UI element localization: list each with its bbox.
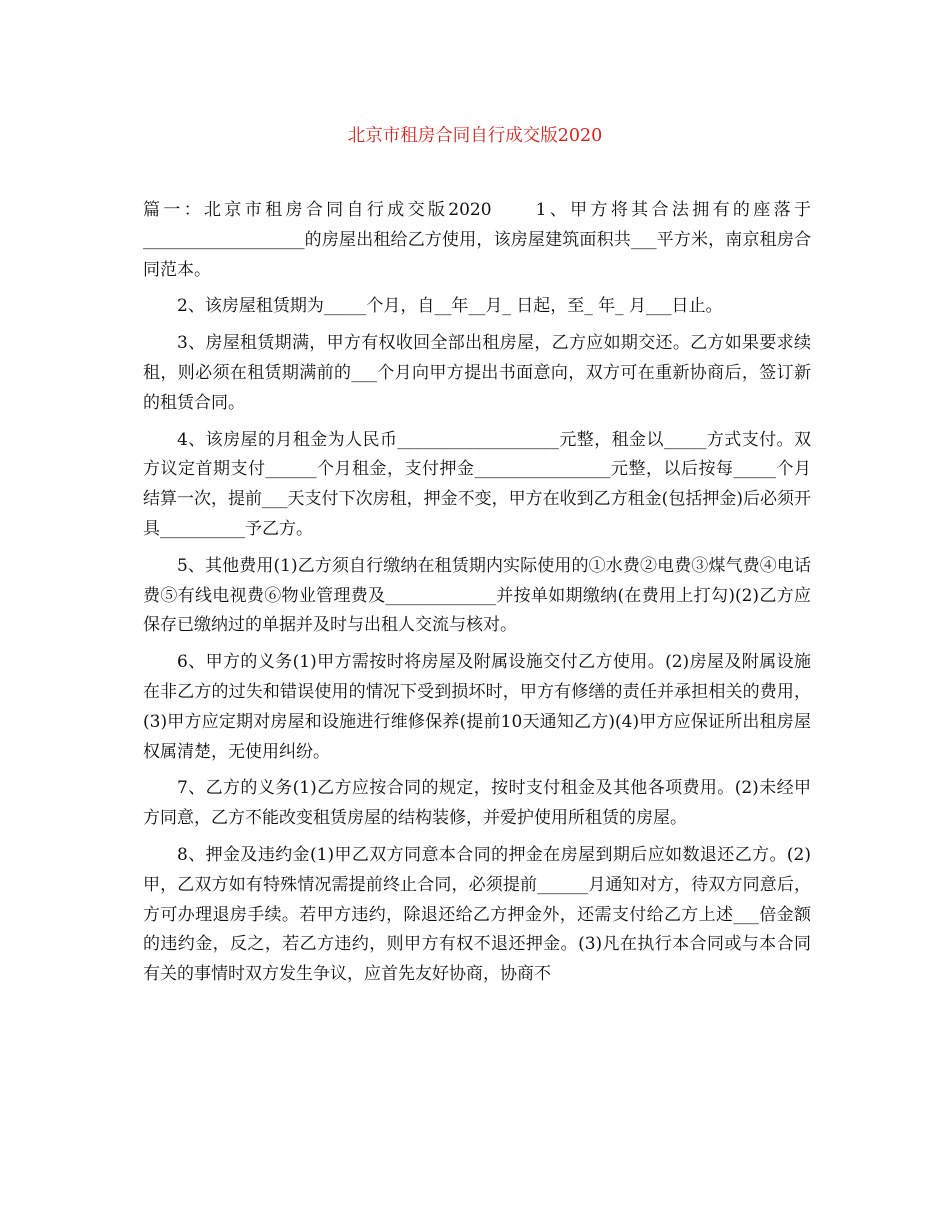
- paragraph-intro: 篇一：北京市租房合同自行成交版2020 1、甲方将其合法拥有的座落于___________________的房屋出租给乙方使用，该房屋建筑面积共___平方米，南京租房合同范本。: [143, 200, 811, 280]
- paragraph-deposit-penalty: 8、押金及违约金(1)甲乙双方同意本合同的押金在房屋到期后应如数退还乙方。(2)甲，乙双方如有特殊情况需提前终止合同，必须提前______月通知对方，待双方同意后，方可办理退房手续。若甲方违约，除退还给乙方押金外，还需支付给乙方上述___倍金额的违约金，反之，若乙方违约，则甲方有权不退还押金。(3)凡在执行本合同或与本合同有关的事情时双方发生争议，应首先友好协商，协商不: [143, 844, 811, 985]
- paragraph-lease-expiry: 3、房屋租赁期满，甲方有权收回全部出租房屋，乙方应如期交还。乙方如果要求续租，则必须在租赁期满前的___个月向甲方提出书面意向，双方可在重新协商后，签订新的租赁合同。: [143, 333, 811, 413]
- document-body: [143, 196, 811, 997]
- paragraph-lease-term: 2、该房屋租赁期为_____个月，自__年__月_ 日起，至_ 年_ 月___日止。: [177, 296, 723, 317]
- paragraph-rent: 4、该房屋的月租金为人民币___________________元整，租金以_____方式支付。双方议定首期支付______个月租金，支付押金________________元整，以后按每_____个月结算一次，提前___天支付下次房租，押金不变，甲方在收到乙方租金(包括押金)后必须开具__________予乙方。: [143, 429, 811, 539]
- paragraph-other-fees: 5、其他费用(1)乙方须自行缴纳在租赁期内实际使用的①水费②电费③煤气费④电话费⑤有线电视费⑥物业管理费及_____________并按单如期缴纳(在费用上打勾)(2)乙方应保存已缴纳过的单据并及时与出租人交流与核对。: [143, 555, 811, 636]
- paragraph-party-b-duties: 7、乙方的义务(1)乙方应按合同的规定，按时支付租金及其他各项费用。(2)未经甲方同意，乙方不能改变租赁房屋的结构装修，并爱护使用所租赁的房屋。: [143, 778, 811, 829]
- paragraph-party-a-duties: 6、甲方的义务(1)甲方需按时将房屋及附属设施交付乙方使用。(2)房屋及附属设施在非乙方的过失和错误使用的情况下受到损坏时，甲方有修缮的责任并承担相关的费用，(3)甲方应定期对房屋和设施进行维修保养(提前10天通知乙方)(4)甲方应保证所出租房屋权属清楚，无使用纠纷。: [143, 652, 811, 762]
- document-title: 北京市租房合同自行成交版2020: [347, 126, 603, 146]
